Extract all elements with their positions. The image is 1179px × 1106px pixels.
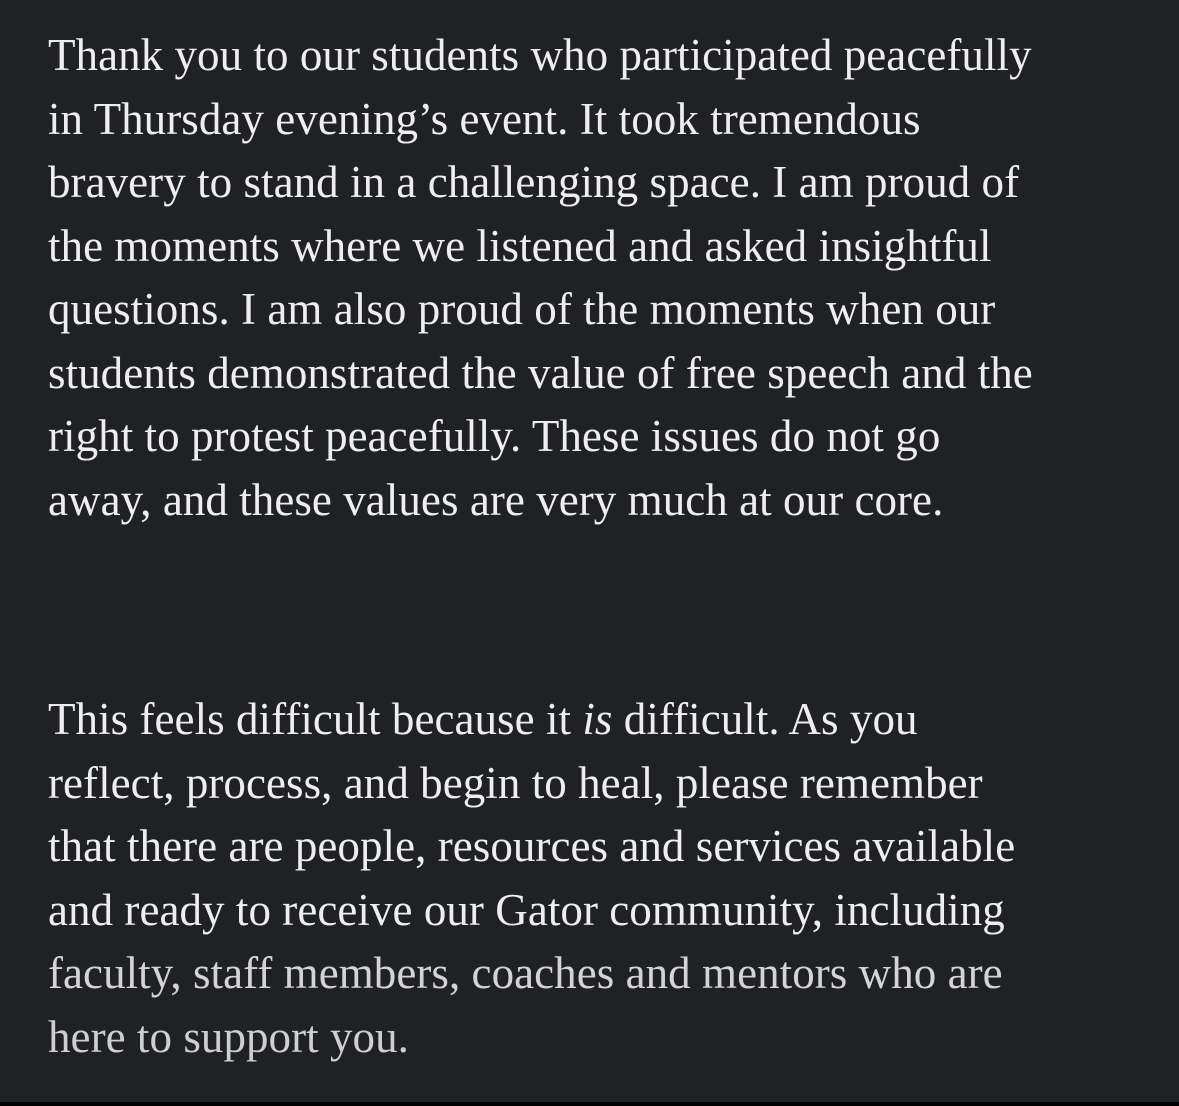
text-line: Thank you to our students who participated peacefully: [48, 30, 1032, 80]
emphasized-word: is: [582, 694, 613, 744]
text-line: in Thursday evening’s event. It took tremendous: [48, 93, 921, 144]
text-line: questions. I am also proud of the moments when our: [48, 284, 996, 334]
text-line: and ready to receive our Gator community, including: [48, 884, 1005, 935]
text-line: reflect, process, and begin to heal, please remember: [48, 757, 983, 808]
line-end: difficult. As you: [612, 694, 918, 744]
text-line: that there are people, resources and services available: [48, 821, 1016, 871]
text-line: the moments where we listened and asked insightful: [48, 220, 992, 271]
text-line-with-emphasis: [48, 688, 1163, 752]
paragraph-support: [48, 688, 1163, 1069]
text-line: away, and these values are very much at our core.: [48, 474, 944, 525]
text-line: here to support you.: [48, 1011, 409, 1062]
bottom-divider: [0, 1102, 1179, 1106]
text-line: bravery to stand in a challenging space. I am proud of: [48, 157, 1020, 207]
text-line: faculty, staff members, coaches and mentors who are: [48, 948, 1003, 998]
text-line: students demonstrated the value of free speech and the: [48, 347, 1033, 398]
paragraph-thank-you: [48, 24, 1163, 532]
text-line: right to protest peacefully. These issues do not go: [48, 411, 941, 461]
line-start: This feels difficult because it: [48, 694, 583, 744]
